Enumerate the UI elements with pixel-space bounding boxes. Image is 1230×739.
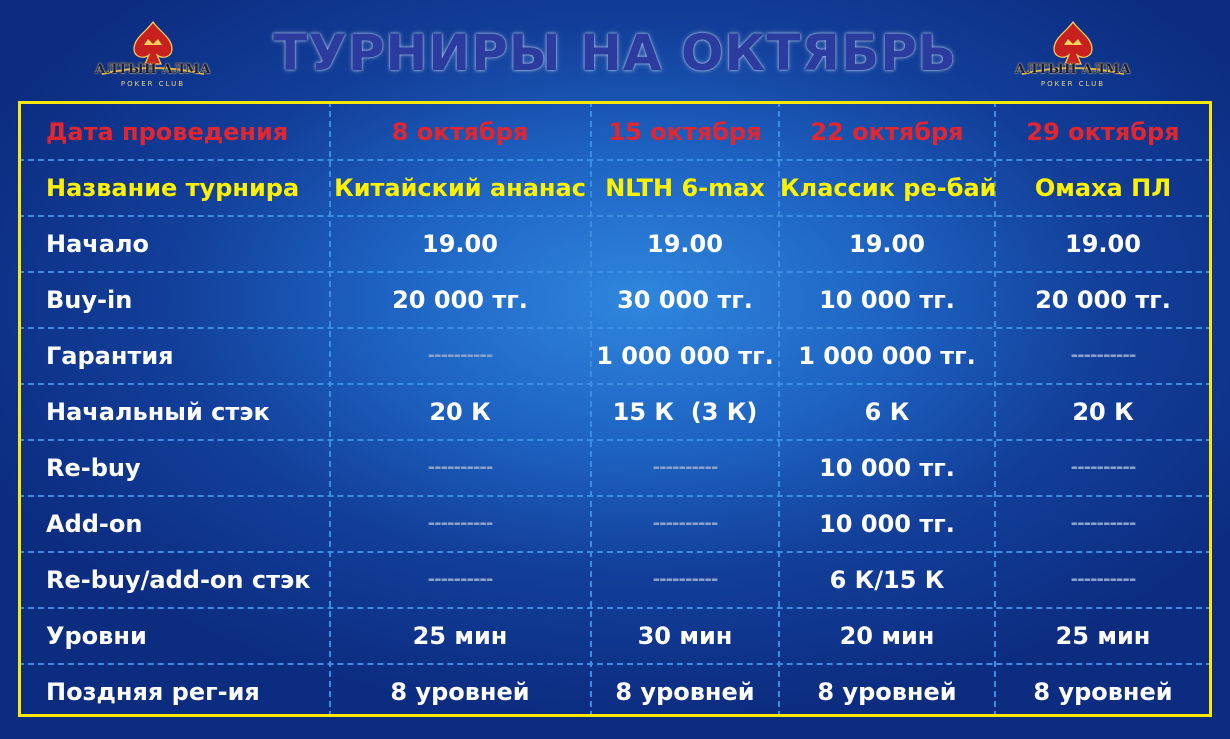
guarantee-cell: ---------- xyxy=(427,345,493,366)
start-time-cell: 19.00 xyxy=(849,230,925,258)
tournament-name-cell: Китайский ананас xyxy=(334,174,586,202)
late-registration-cell: 8 уровней xyxy=(1033,678,1173,706)
starting-stack-cell: 20 К xyxy=(429,398,491,426)
starting-stack-cell: 15 К (3 К) xyxy=(612,398,758,426)
add-on-cell: ---------- xyxy=(427,513,493,534)
re-buy-add-on-stack-cell: 6 К/15 К xyxy=(829,566,945,594)
logo-wordmark: АЛТЫН АЛМА xyxy=(1014,62,1132,77)
row-label-re-buy: Re-buy xyxy=(46,454,141,482)
logo-subtitle: POKER CLUB xyxy=(120,80,186,88)
re-buy-cell: ---------- xyxy=(652,457,718,478)
guarantee-cell: 1 000 000 тг. xyxy=(596,342,774,370)
levels-cell: 20 мин xyxy=(839,622,935,650)
start-time-cell: 19.00 xyxy=(647,230,723,258)
row-label-starting-stack: Начальный стэк xyxy=(46,398,270,426)
row-label-buy-in: Buy-in xyxy=(46,286,133,314)
guarantee-cell: 1 000 000 тг. xyxy=(798,342,976,370)
re-buy-cell: 10 000 тг. xyxy=(819,454,955,482)
page-title: ТУРНИРЫ НА ОКТЯБРЬ xyxy=(273,24,957,82)
row-label-late-registration: Поздняя рег-ия xyxy=(46,678,260,706)
starting-stack-cell: 6 К xyxy=(864,398,910,426)
levels-cell: 30 мин xyxy=(637,622,733,650)
re-buy-cell: ---------- xyxy=(1070,457,1136,478)
tournament-name-cell: Омаха ПЛ xyxy=(1034,174,1172,202)
buy-in-cell: 10 000 тг. xyxy=(819,286,955,314)
row-label-tournament-name: Название турнира xyxy=(46,174,300,202)
buy-in-cell: 20 000 тг. xyxy=(392,286,528,314)
date-cell: 8 октября xyxy=(391,118,529,146)
start-time-cell: 19.00 xyxy=(1065,230,1141,258)
row-label-add-on: Add-on xyxy=(46,510,143,538)
tournament-name-cell: NLTH 6-max xyxy=(605,174,765,202)
date-cell: 22 октября xyxy=(810,118,964,146)
buy-in-cell: 30 000 тг. xyxy=(617,286,753,314)
logo-wordmark: АЛТЫН АЛМА xyxy=(94,62,212,77)
header-banner xyxy=(0,0,1230,100)
re-buy-cell: ---------- xyxy=(427,457,493,478)
row-label-re-buy-add-on-stack: Re-buy/add-on стэк xyxy=(46,566,311,594)
logo-subtitle: POKER CLUB xyxy=(1040,80,1106,88)
add-on-cell: ---------- xyxy=(652,513,718,534)
row-label-date: Дата проведения xyxy=(46,118,289,146)
add-on-cell: ---------- xyxy=(1070,513,1136,534)
buy-in-cell: 20 000 тг. xyxy=(1035,286,1171,314)
re-buy-add-on-stack-cell: ---------- xyxy=(652,569,718,590)
date-cell: 29 октября xyxy=(1026,118,1180,146)
late-registration-cell: 8 уровней xyxy=(390,678,530,706)
club-logo-right xyxy=(1008,18,1138,94)
re-buy-add-on-stack-cell: ---------- xyxy=(1070,569,1136,590)
starting-stack-cell: 20 К xyxy=(1072,398,1134,426)
add-on-cell: 10 000 тг. xyxy=(819,510,955,538)
late-registration-cell: 8 уровней xyxy=(615,678,755,706)
row-label-start: Начало xyxy=(46,230,150,258)
levels-cell: 25 мин xyxy=(1055,622,1151,650)
levels-cell: 25 мин xyxy=(412,622,508,650)
row-label-guarantee: Гарантия xyxy=(46,342,174,370)
row-label-levels: Уровни xyxy=(46,622,147,650)
start-time-cell: 19.00 xyxy=(422,230,498,258)
date-cell: 15 октября xyxy=(608,118,762,146)
tournament-name-cell: Классик ре-бай xyxy=(780,174,997,202)
guarantee-cell: ---------- xyxy=(1070,345,1136,366)
late-registration-cell: 8 уровней xyxy=(817,678,957,706)
re-buy-add-on-stack-cell: ---------- xyxy=(427,569,493,590)
